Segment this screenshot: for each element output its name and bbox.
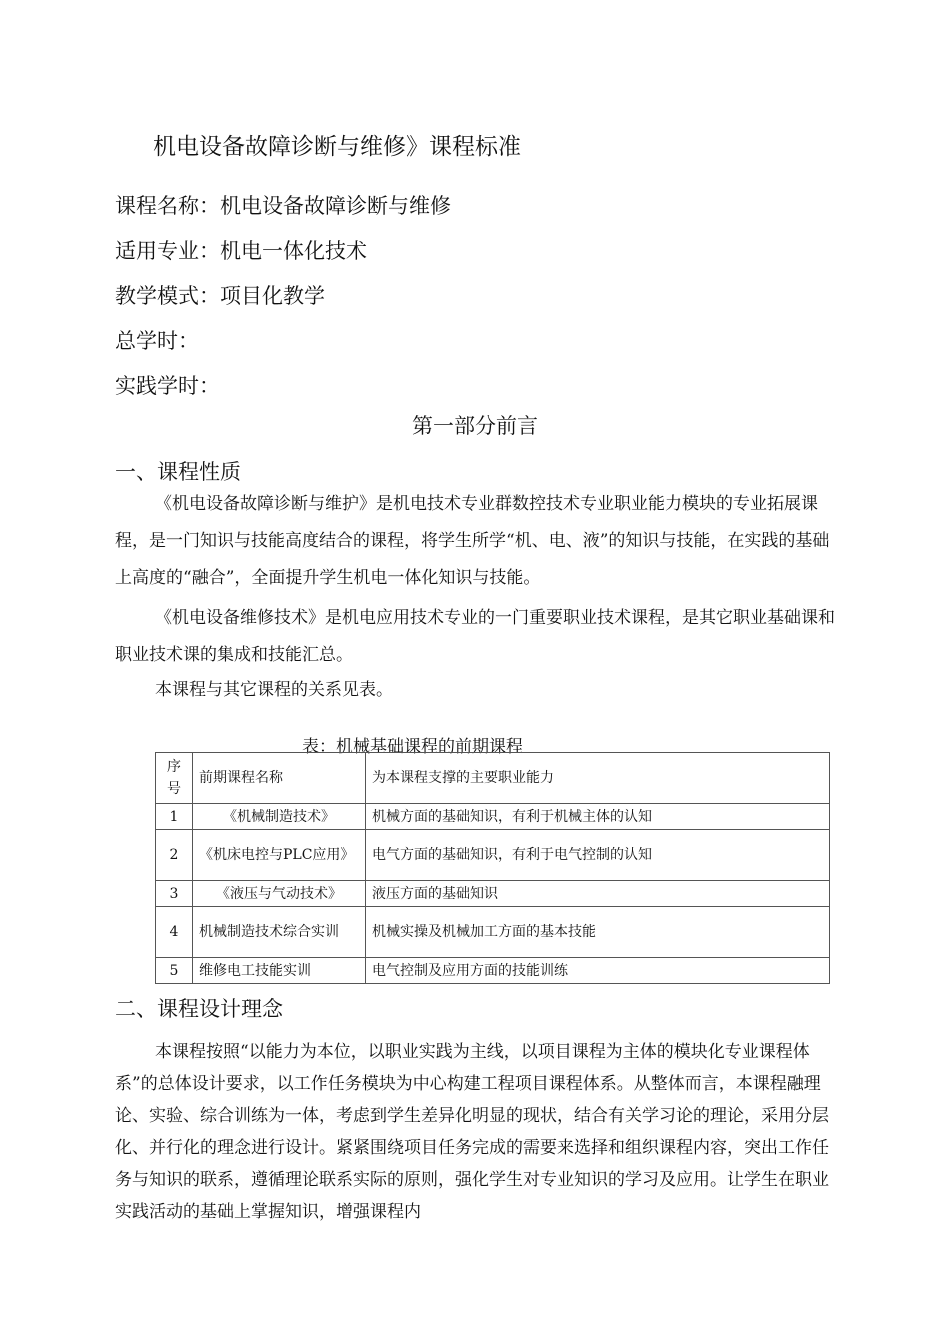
row-course: 《液压与气动技术》: [193, 881, 366, 907]
table-row: [156, 804, 830, 830]
table-caption: 表：机械基础课程的前期课程: [302, 737, 523, 757]
row-course: 《机床电控与PLC应用》: [193, 830, 366, 881]
document-title: 机电设备故障诊断与维修》课程标准: [153, 134, 521, 160]
header-ability: 为本课程支撑的主要职业能力: [366, 753, 830, 804]
prerequisite-courses-table: [155, 752, 830, 984]
row-ability: 电气控制及应用方面的技能训练: [366, 958, 830, 984]
section-heading-design-concept: 二、课程设计理念: [115, 997, 283, 1021]
table-header-row: [156, 753, 830, 804]
part-one-title: 第一部分前言: [412, 414, 538, 438]
paragraph-table-intro: 本课程与其它课程的关系见表。: [155, 680, 393, 700]
table-row: [156, 881, 830, 907]
applicable-major-line: 适用专业：机电一体化技术: [115, 239, 367, 263]
header-course: 前期课程名称: [193, 753, 366, 804]
row-course: 机械制造技术综合实训: [193, 907, 366, 958]
row-ability: 电气方面的基础知识，有利于电气控制的认知: [366, 830, 830, 881]
row-ability: 机械实操及机械加工方面的基本技能: [366, 907, 830, 958]
course-name-line: 课程名称：机电设备故障诊断与维修: [115, 194, 451, 218]
row-no: 4: [156, 907, 193, 958]
section-heading-course-nature: 一、课程性质: [115, 460, 241, 484]
paragraph-course-nature-2: 《机电设备维修技术》是机电应用技术专业的一门重要职业技术课程，是其它职业基础课和职业技术课的集成和技能汇总。: [115, 608, 835, 665]
row-no: 5: [156, 958, 193, 984]
row-course: 《机械制造技术》: [193, 804, 366, 830]
paragraph-course-nature-1: 《机电设备故障诊断与维护》是机电技术专业群数控技术专业职业能力模块的专业拓展课程，是一门知识与技能高度结合的课程，将学生所学“机、电、液”的知识与技能，在实践的基础上高度的“融合”，全面提升学生机电一体化知识与技能。: [115, 494, 830, 588]
table-row: [156, 958, 830, 984]
row-ability: 液压方面的基础知识: [366, 881, 830, 907]
teaching-mode-line: 教学模式：项目化教学: [115, 284, 325, 308]
paragraph-design-concept: 本课程按照“以能力为本位，以职业实践为主线，以项目课程为主体的模块化专业课程体系”的总体设计要求，以工作任务模块为中心构建工程项目课程体系。从整体而言，本课程融理论、实验、综合训练为一体，考虑到学生差异化明显的现状，结合有关学习论的理论，采用分层化、并行化的理念进行设计。紧紧围绕项目任务完成的需要来选择和组织课程内容，突出工作任务与知识的联系，遵循理论联系实际的原则，强化学生对专业知识的学习及应用。让学生在职业实践活动的基础上掌握知识，增强课程内: [115, 1042, 829, 1222]
row-course: 维修电工技能实训: [193, 958, 366, 984]
row-no: 2: [156, 830, 193, 881]
table-row: [156, 907, 830, 958]
row-ability: 机械方面的基础知识，有利于机械主体的认知: [366, 804, 830, 830]
row-no: 3: [156, 881, 193, 907]
practice-hours-line: 实践学时：: [115, 374, 220, 398]
total-hours-line: 总学时：: [115, 329, 199, 353]
table-row: [156, 830, 830, 881]
row-no: 1: [156, 804, 193, 830]
header-no: 序号: [156, 753, 193, 804]
